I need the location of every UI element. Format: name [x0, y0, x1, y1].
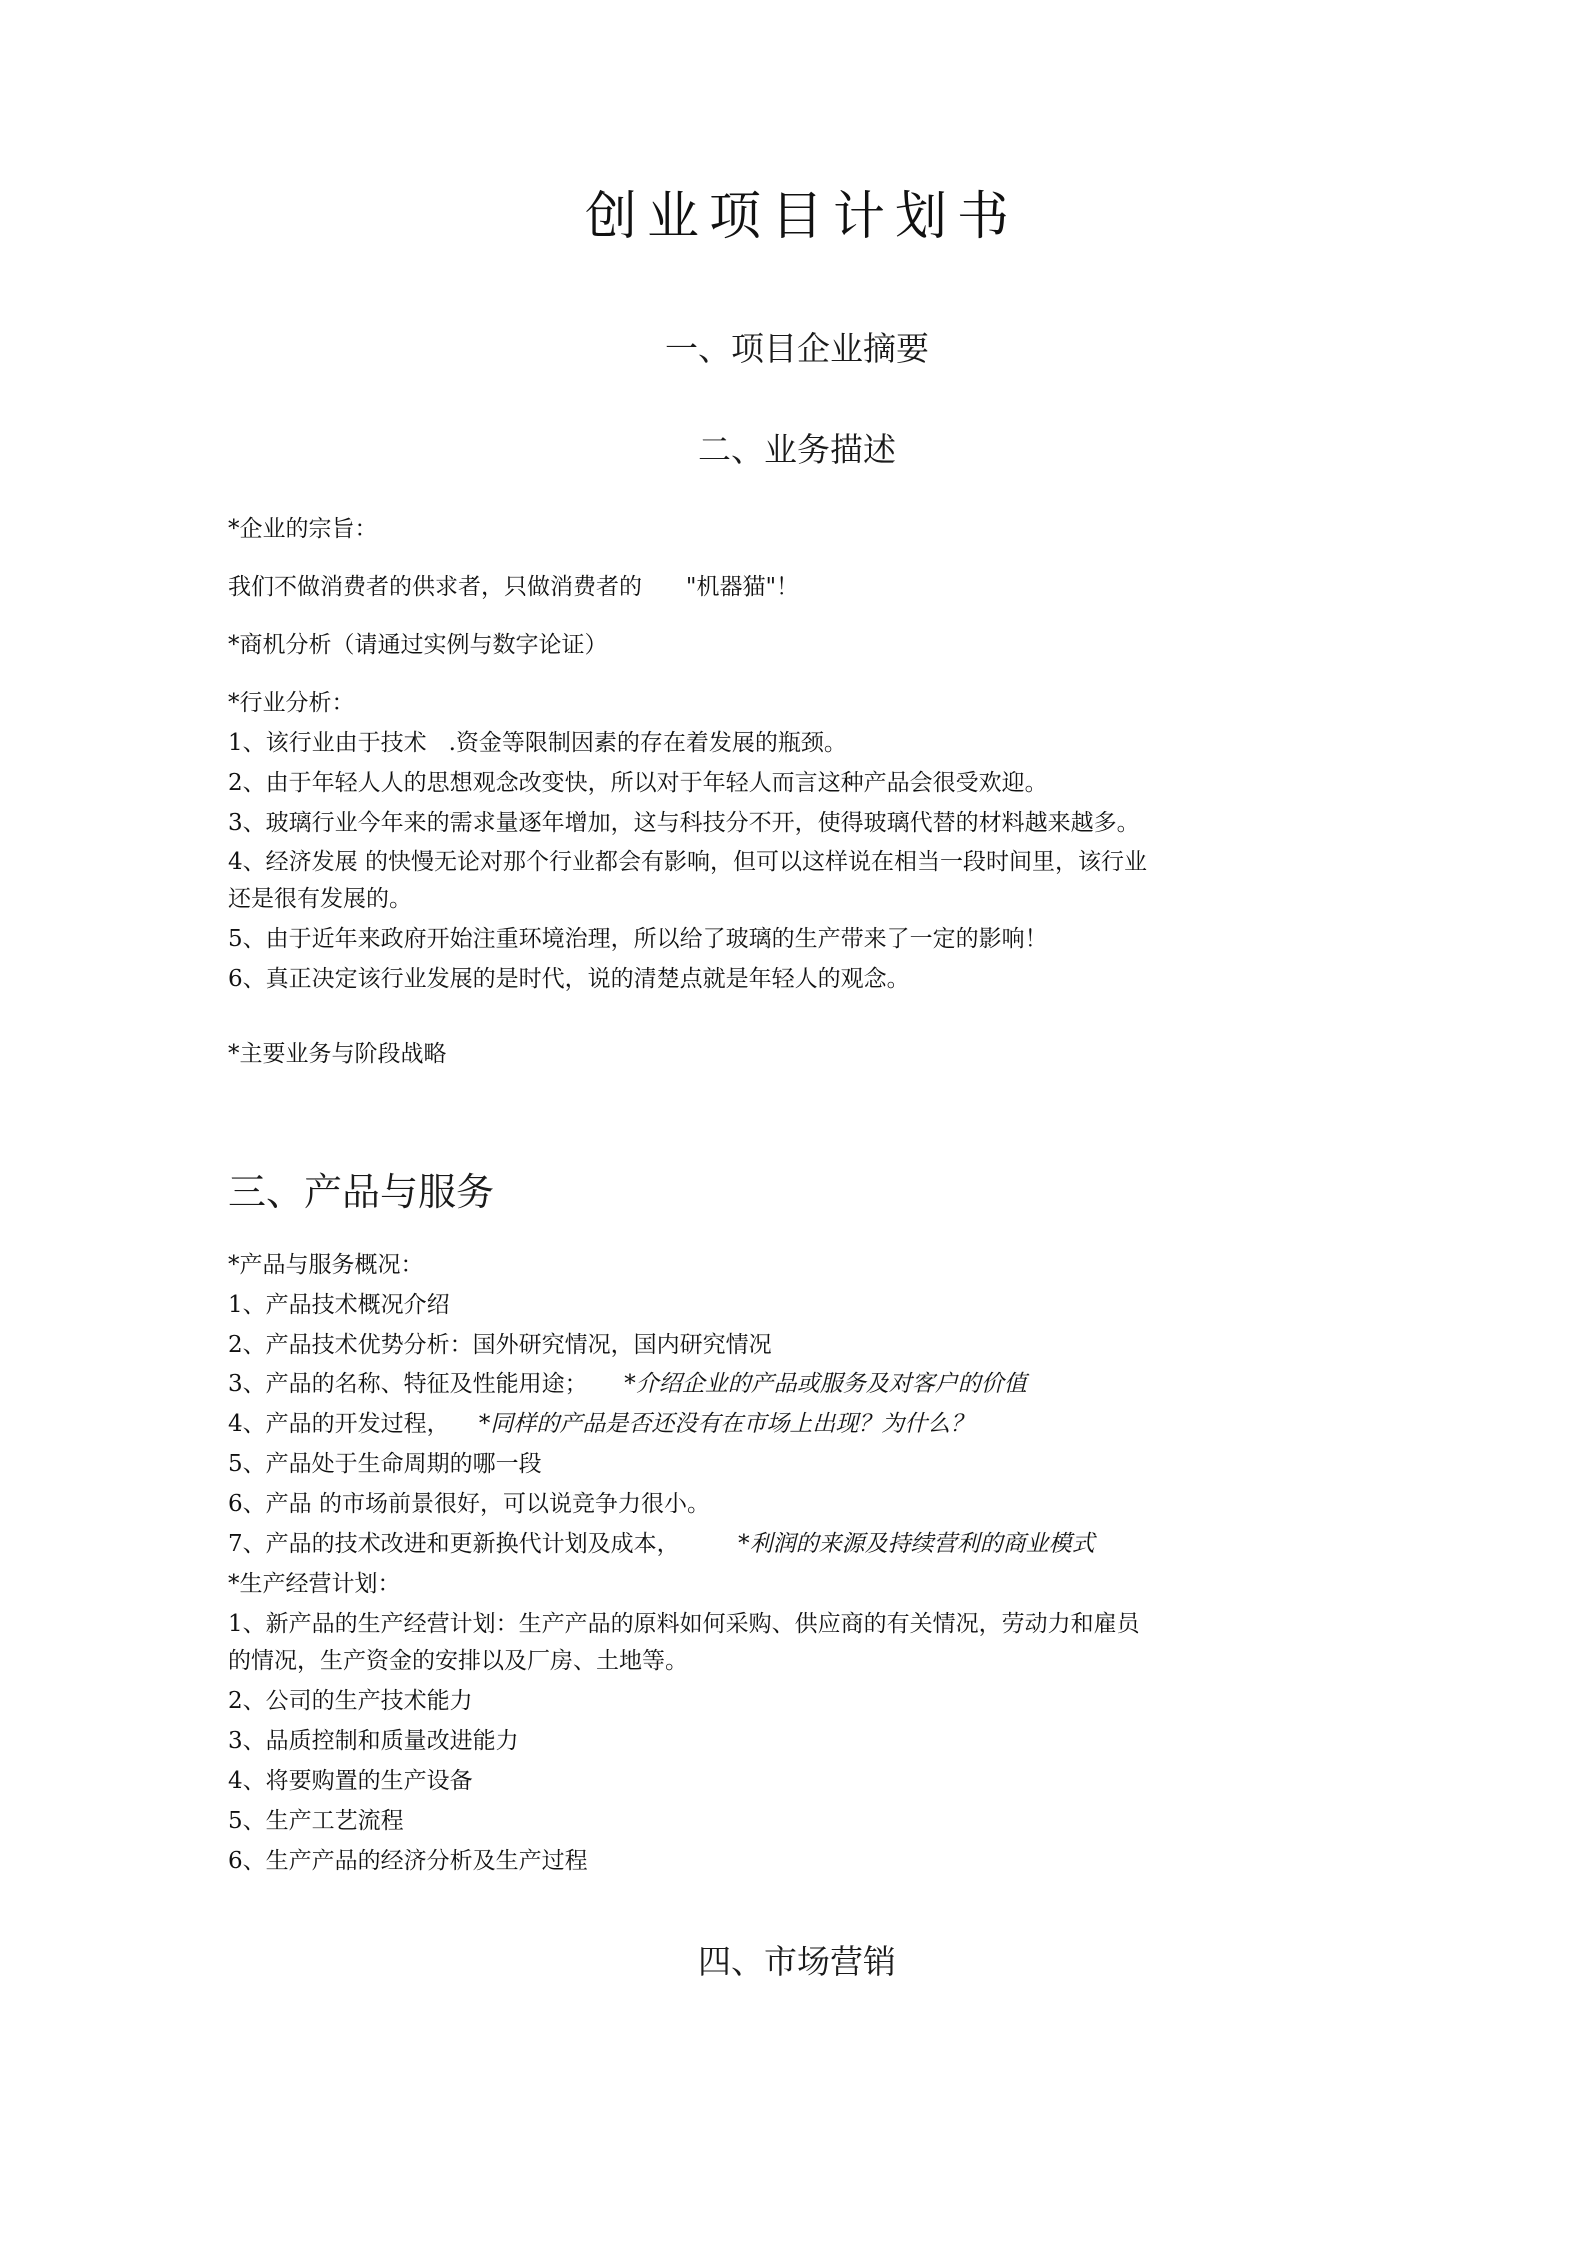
production-item-2-num: 2、	[228, 1688, 266, 1715]
production-item-5-text: 生产工艺流程	[265, 1807, 404, 1834]
production-item-4	[228, 1764, 1366, 1799]
product-item-3-gap	[588, 1371, 625, 1397]
product-item-5	[228, 1447, 1366, 1482]
industry-item-3-text: 玻璃行业今年来的需求量逐年增加，这与科技分不开，使得玻璃代替的材料越来越多。	[265, 809, 1140, 836]
section-heading-four: 四、市场营销	[698, 1941, 896, 1981]
product-item-4	[228, 1407, 1366, 1442]
industry-item-2-num: 2、	[228, 769, 266, 796]
production-plan-label: *生产经营计划：	[228, 1571, 401, 1598]
production-item-6	[228, 1844, 1366, 1879]
industry-item-4-continuation: 还是很有发展的。	[228, 886, 412, 913]
production-item-1-continuation: 的情况，生产资金的安排以及厂房、土地等。	[228, 1648, 688, 1675]
product-item-4-num: 4、	[228, 1411, 266, 1438]
product-item-7-gap	[680, 1531, 739, 1557]
product-item-2-text: 产品技术优势分析：国外研究情况，国内研究情况	[265, 1331, 772, 1358]
spacer-before-section-four	[228, 1879, 1366, 1941]
industry-item-2-text: 由于年轻人人的思想观念改变快，所以对于年轻人而言这种产品会很受欢迎。	[265, 769, 1048, 796]
production-item-2	[228, 1684, 1366, 1719]
production-item-3-num: 3、	[228, 1728, 266, 1755]
industry-item-5	[228, 922, 1366, 957]
product-item-5-text: 产品处于生命周期的哪一段	[265, 1451, 542, 1478]
opportunity-analysis-label: *商机分析（请通过实例与数字论证）	[228, 631, 608, 658]
production-item-5	[228, 1804, 1366, 1839]
industry-item-5-text: 由于近年来政府开始注重环境治理，所以给了玻璃的生产带来了一定的影响！	[265, 926, 1048, 953]
business-description-block	[228, 512, 1366, 1072]
products-services-block	[228, 1248, 1366, 1879]
product-item-3-note: *介绍企业的产品或服务及对客户的价值	[624, 1371, 1027, 1398]
product-item-3-text: 产品的名称、特征及性能用途；	[265, 1371, 588, 1398]
purpose-text-main: 我们不做消费者的供求者，只做消费者的	[228, 573, 642, 600]
production-item-6-text: 生产产品的经济分析及生产过程	[265, 1847, 588, 1874]
industry-item-1-gap	[427, 730, 449, 756]
industry-item-3-num: 3、	[228, 809, 266, 836]
section-heading-three: 三、产品与服务	[228, 1170, 495, 1215]
production-item-1-num: 1、	[228, 1611, 266, 1638]
production-item-2-text: 公司的生产技术能力	[265, 1688, 473, 1715]
product-item-1	[228, 1288, 1366, 1323]
section-heading-two: 二、业务描述	[698, 429, 896, 469]
product-item-1-text: 产品技术概况介绍	[265, 1291, 450, 1318]
industry-item-6-num: 6、	[228, 966, 266, 993]
product-item-6	[228, 1487, 1366, 1522]
product-item-4-text: 产品的开发过程，	[265, 1411, 450, 1438]
product-item-2-num: 2、	[228, 1331, 266, 1358]
spacer-before-strategy	[228, 997, 1366, 1037]
production-item-1-text: 新产品的生产经营计划：生产产品的原料如何采购、供应商的有关情况，劳动力和雇员	[265, 1611, 1140, 1638]
production-item-3-text: 品质控制和质量改进能力	[265, 1728, 519, 1755]
product-item-5-num: 5、	[228, 1451, 266, 1478]
industry-item-4	[228, 845, 1366, 880]
production-item-5-num: 5、	[228, 1807, 266, 1834]
production-item-6-num: 6、	[228, 1847, 266, 1874]
industry-item-5-num: 5、	[228, 926, 266, 953]
industry-item-4-text: 经济发展 的快慢无论对那个行业都会有影响，但可以这样说在相当一段时间里，该行业	[265, 849, 1147, 876]
production-item-4-num: 4、	[228, 1768, 266, 1794]
product-item-7-num: 7、	[228, 1531, 266, 1558]
industry-item-6	[228, 962, 1366, 997]
industry-item-6-text: 真正决定该行业发展的是时代，说的清楚点就是年轻人的观念。	[265, 966, 910, 993]
industry-analysis-label: *行业分析：	[228, 689, 355, 716]
spacer-before-section-three	[228, 1072, 1366, 1168]
product-item-4-gap	[450, 1411, 479, 1437]
main-business-strategy-label: *主要业务与阶段战略	[228, 1041, 447, 1068]
industry-item-2	[228, 766, 1366, 801]
product-overview-label: *产品与服务概况：	[228, 1251, 424, 1278]
industry-item-4-num: 4、	[228, 849, 266, 876]
product-item-3	[228, 1367, 1366, 1402]
purpose-gap	[642, 574, 686, 600]
enterprise-purpose-text	[228, 570, 1366, 605]
product-item-3-num: 3、	[228, 1371, 266, 1398]
product-item-6-text: 产品 的市场前景很好，可以说竞争力很小。	[265, 1491, 710, 1518]
industry-item-3	[228, 806, 1366, 841]
product-item-7-note: *利润的来源及持续营利的商业模式	[738, 1531, 1095, 1558]
purpose-text-quote: "机器猫"！	[685, 573, 800, 600]
product-item-4-note: *同样的产品是否还没有在市场上出现？为什么？	[478, 1411, 974, 1438]
page-title: 创业项目计划书	[584, 187, 1019, 247]
section-heading-one: 一、项目企业摘要	[665, 329, 929, 368]
enterprise-purpose-label: *企业的宗旨：	[228, 515, 378, 542]
industry-item-1	[228, 726, 1366, 761]
industry-item-1-num: 1、	[228, 729, 266, 756]
product-item-7-text: 产品的技术改进和更新换代计划及成本，	[265, 1531, 680, 1558]
production-item-4-text: 将要购置的生产设备	[265, 1768, 473, 1794]
product-item-2	[228, 1328, 1366, 1363]
production-item-3	[228, 1724, 1366, 1759]
industry-item-1-text-a: 该行业由于技术	[265, 729, 427, 756]
industry-item-1-text-b: .资金等限制因素的存在着发展的瓶颈。	[448, 729, 847, 756]
product-item-1-num: 1、	[228, 1291, 266, 1318]
product-item-6-num: 6、	[228, 1491, 266, 1518]
product-item-7	[228, 1527, 1366, 1562]
production-item-1	[228, 1607, 1366, 1642]
